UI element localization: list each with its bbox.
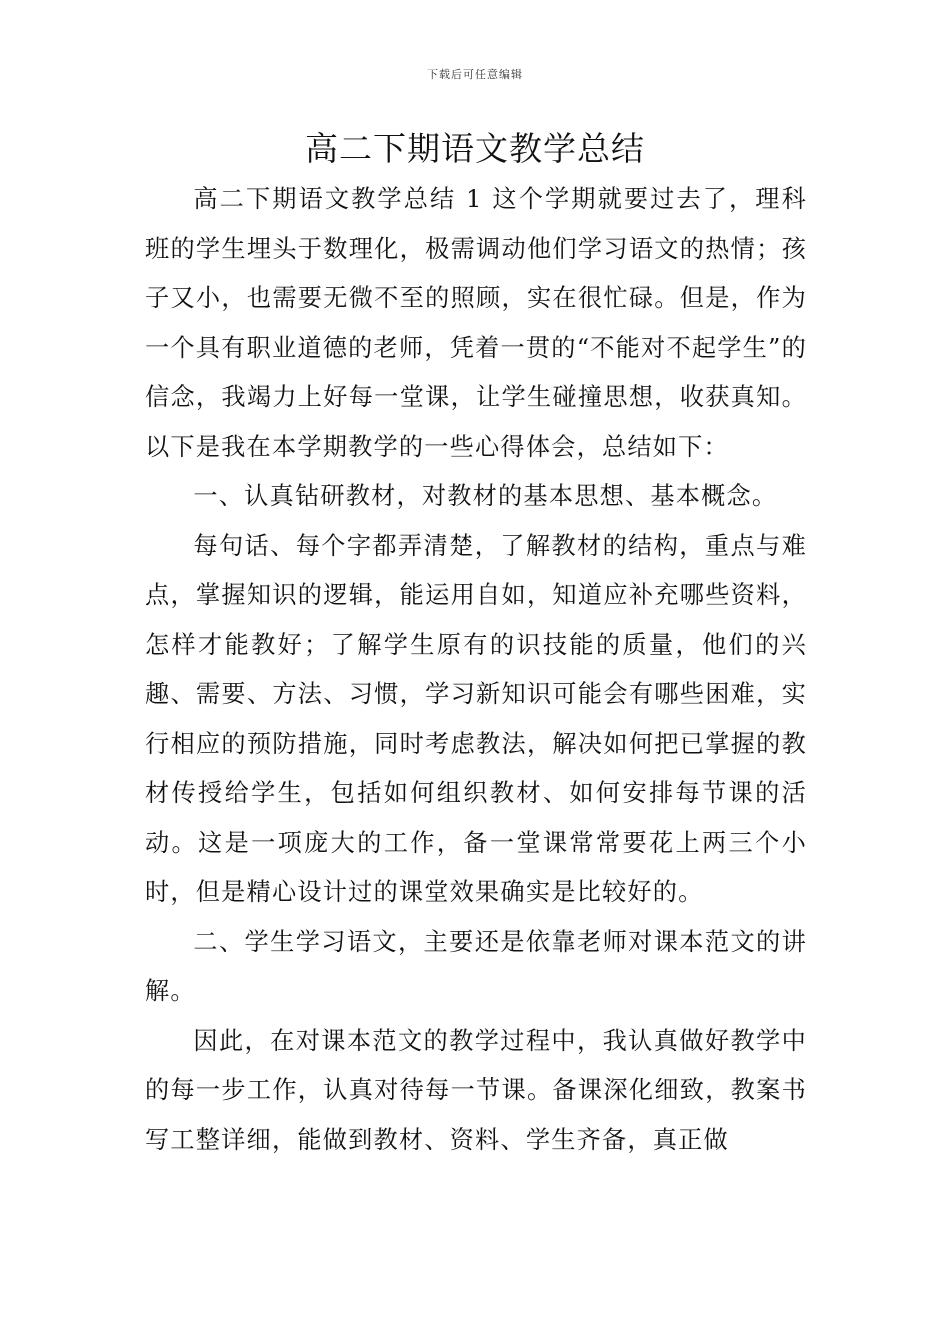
document-body — [145, 175, 807, 1165]
paragraph-intro: 高二下期语文教学总结 1 这个学期就要过去了，理科班的学生埋头于数理化，极需调动他们学习语文的热情；孩子又小，也需要无微不至的照顾，实在很忙碌。但是，作为一个具有职业道德的老师，凭着一贯的“不能对不起学生”的信念，我竭力上好每一堂课，让学生碰撞思想，收获真知。以下是我在本学期教学的一些心得体会，总结如下： — [145, 185, 807, 461]
header-note: 下载后可任意编辑 — [427, 68, 523, 81]
paragraph-section-one-body: 每句话、每个字都弄清楚，了解教材的结构，重点与难点，掌握知识的逻辑，能运用自如，知道应补充哪些资料，怎样才能教好；了解学生原有的识技能的质量，他们的兴趣、需要、方法、习惯，学习新知识可能会有哪些困难，实行相应的预防措施，同时考虑教法，解决如何把已掌握的教材传授给学生，包括如何组织教材、如何安排每节课的活动。这是一项庞大的工作，备一堂课常常要花上两三个小时，但是精心设计过的课堂效果确实是比较好的。 — [145, 531, 807, 906]
document-title: 高二下期语文教学总结 — [305, 129, 645, 168]
paragraph-section-two-body: 因此，在对课本范文的教学过程中，我认真做好教学中的每一步工作，认真对待每一节课。备课深化细致，教案书写工整详细，能做到教材、资料、学生齐备，真正做 — [145, 1026, 807, 1154]
paragraph-section-one-heading: 一、认真钻研教材，对教材的基本思想、基本概念。 — [193, 482, 778, 510]
paragraph-section-two-heading: 二、学生学习语文，主要还是依靠老师对课本范文的讲解。 — [145, 927, 807, 1005]
